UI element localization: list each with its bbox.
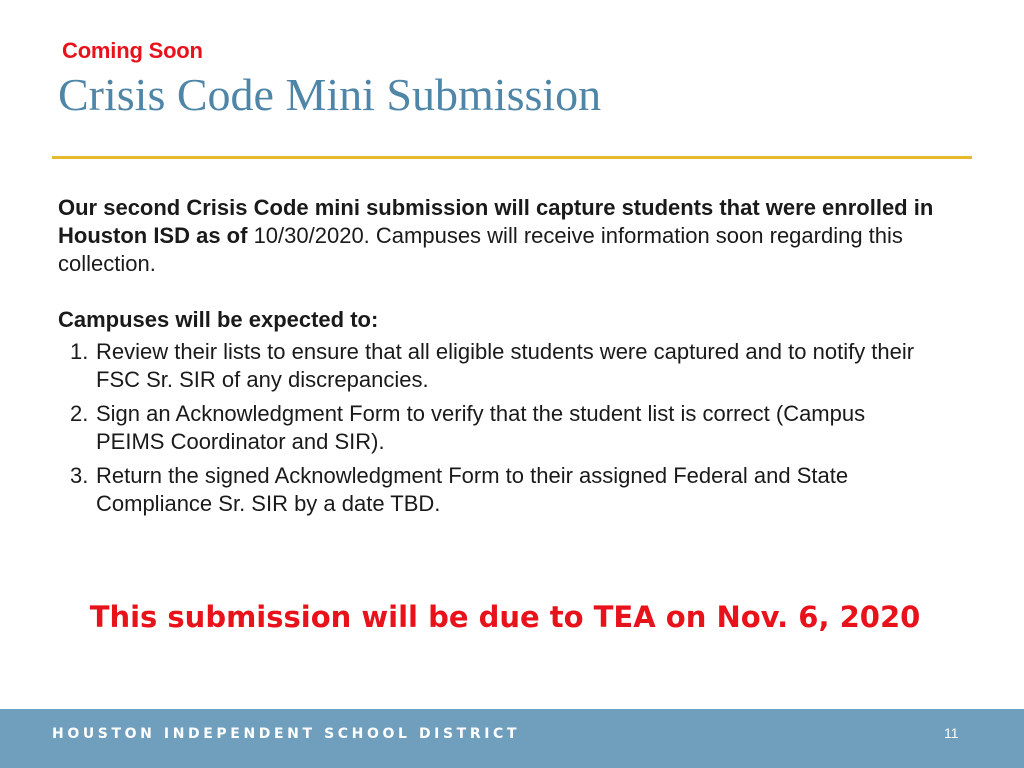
list-item [58,462,938,518]
title-divider [52,156,972,159]
intro-bold-text: Our second Crisis Code mini submission will capture students that were enrolled in Houston ISD as of [58,195,934,248]
list-item-text: Sign an Acknowledgment Form to verify that the student list is correct (Campus PEIMS Coordinator and SIR). [96,401,866,454]
expectations-heading: Campuses will be expected to: [58,307,379,332]
list-item [58,338,938,394]
coming-soon-label: Coming Soon [62,38,203,63]
due-date-notice: This submission will be due to TEA on Nov. 6, 2020 [89,600,921,634]
slide-body [58,194,938,524]
list-item-number: 2. [70,401,89,426]
list-item [58,400,938,456]
list-item-number: 1. [70,339,89,364]
list-item-text: Return the signed Acknowledgment Form to their assigned Federal and State Compliance Sr. SIR by a date TBD. [96,463,849,516]
footer-bar [0,709,1024,768]
list-item-number: 3. [70,463,89,488]
page-number: 11 [944,725,959,741]
intro-paragraph [58,194,938,278]
list-item-text: Review their lists to ensure that all eligible students were captured and to notify their FSC Sr. SIR of any discrepancies. [96,339,915,392]
district-name: HOUSTON INDEPENDENT SCHOOL DISTRICT [52,726,521,742]
slide-title: Crisis Code Mini Submission [58,69,602,120]
intro-regular-text: 10/30/2020. Campuses will receive information soon regarding this collection. [58,223,903,276]
expectations-list [58,338,938,518]
